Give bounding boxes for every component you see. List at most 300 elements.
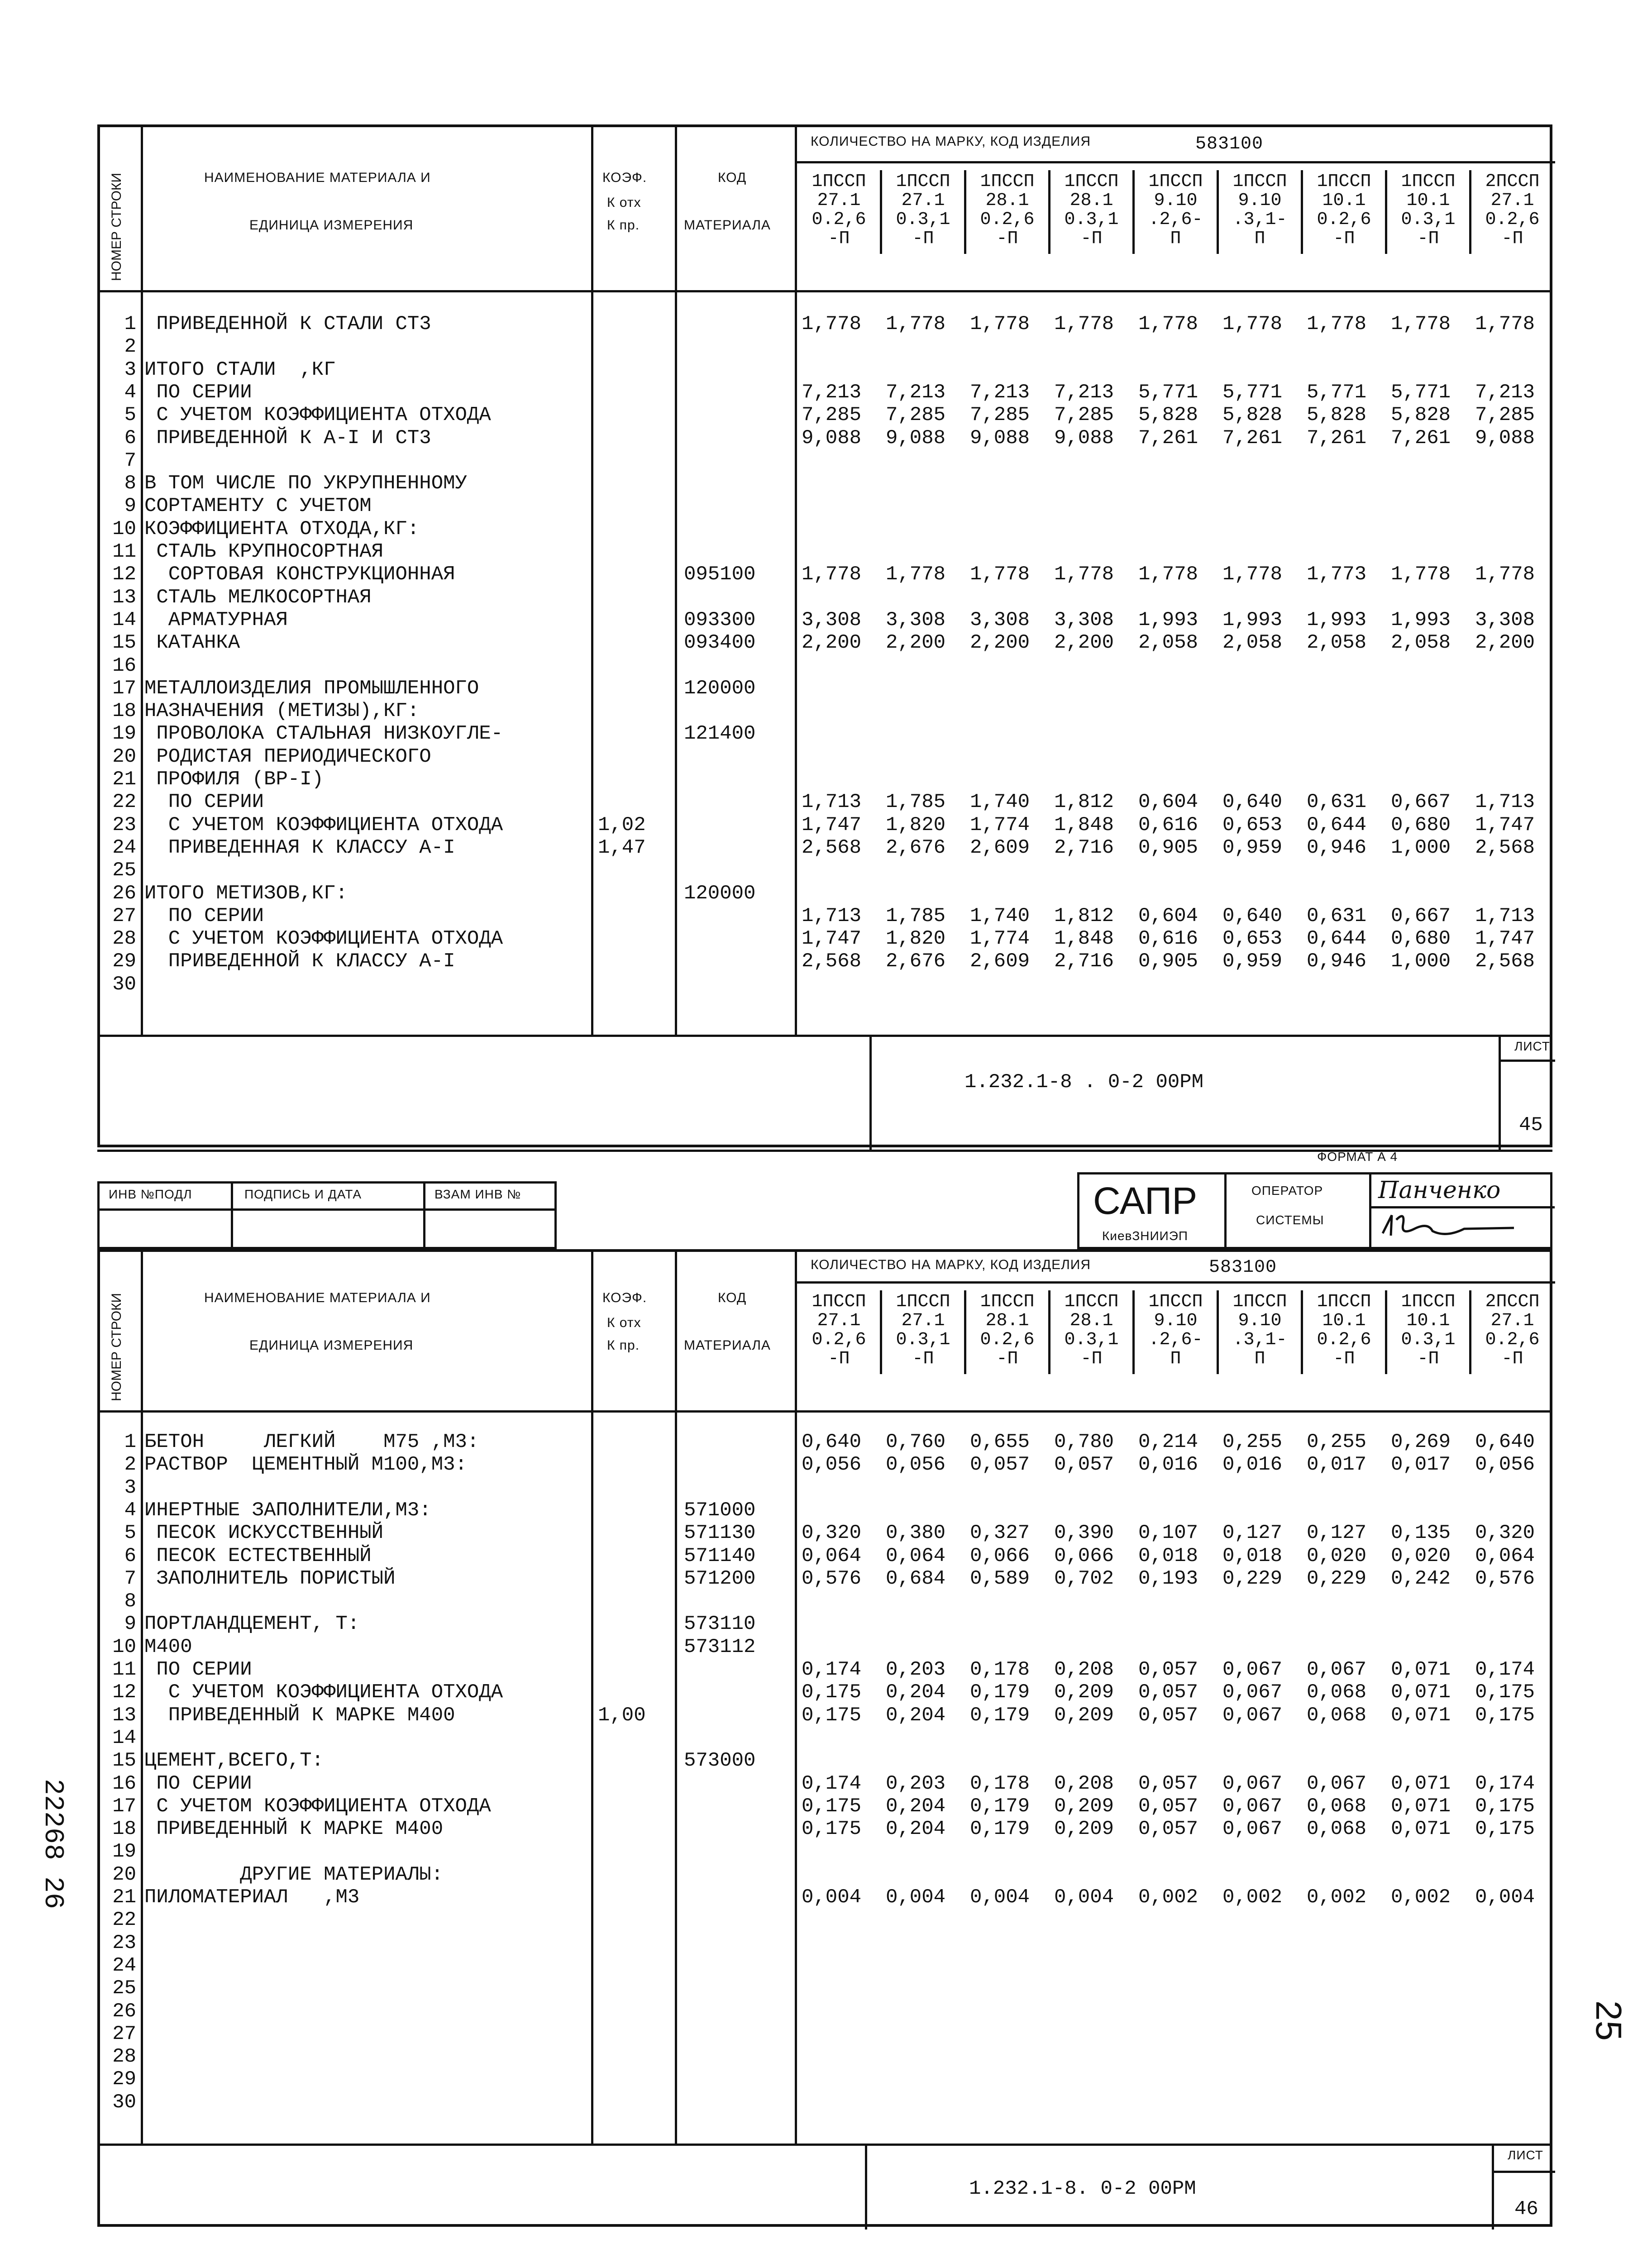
coef-header: КОЭФ.	[602, 170, 647, 185]
quantity-cell: 1,812	[1054, 791, 1114, 814]
name-header: НАИМЕНОВАНИЕ МАТЕРИАЛА И	[204, 1290, 431, 1305]
material-name: РОДИСТАЯ ПЕРИОДИЧЕСКОГО	[144, 745, 431, 768]
quantity-cell: 1,820	[886, 927, 946, 950]
quantity-cell: 1,713	[802, 791, 862, 814]
column-header-divider	[1048, 170, 1050, 254]
row-divider	[100, 1208, 554, 1211]
table-row	[100, 2091, 1550, 2114]
quantity-cell: 0,057	[1138, 1795, 1198, 1818]
quantity-cell: 1,778	[1054, 313, 1114, 335]
row-number: 30	[112, 2091, 136, 2114]
table-row	[100, 654, 1550, 677]
material-name: ПРИВЕДЕННОЙ К СТАЛИ СТ3	[144, 313, 431, 335]
column-header-line: 9.10	[1154, 191, 1198, 211]
table-row	[100, 1636, 1550, 1658]
inventory-block	[97, 1181, 557, 1249]
row-number: 29	[112, 950, 136, 973]
column-header-line: 0.2,6	[1317, 1330, 1371, 1350]
quantity-cell: 0,057	[1138, 1818, 1198, 1841]
row-divider	[1369, 1206, 1555, 1208]
product-column-header	[1473, 172, 1552, 248]
quantity-cell: 0,178	[970, 1772, 1030, 1795]
material-name: ИНЕРТНЫЕ ЗАПОЛНИТЕЛИ,М3:	[144, 1499, 431, 1522]
product-column-header	[1389, 172, 1468, 248]
quantity-cell: 7,213	[802, 381, 862, 404]
quantity-cell: 2,568	[802, 836, 862, 859]
column-header-line: 0.3,1	[896, 210, 950, 230]
column-header-line: 1ПССП	[1064, 1292, 1119, 1312]
quantity-cell: 0,066	[970, 1544, 1030, 1567]
column-header-line: 1ПССП	[896, 1292, 950, 1312]
quantity-cell: 1,740	[970, 904, 1030, 927]
table-row	[100, 1932, 1550, 1954]
row-number: 16	[112, 654, 136, 677]
material-name: ПО СЕРИИ	[144, 1772, 252, 1795]
material-code: 095100	[684, 563, 756, 586]
material-name: СТАЛЬ МЕЛКОСОРТНАЯ	[144, 586, 372, 609]
quantity-cell: 1,000	[1391, 836, 1451, 859]
quantity-cell: 0,680	[1391, 927, 1451, 950]
quantity-cell: 0,684	[886, 1567, 946, 1590]
quantity-cell: 1,747	[1475, 927, 1535, 950]
table-row	[100, 1818, 1550, 1840]
table-row	[100, 518, 1550, 540]
quantity-cell: 1,785	[886, 791, 946, 814]
stamp-divider	[100, 2144, 1550, 2146]
quantity-cell: 7,261	[1222, 426, 1283, 449]
table-row	[100, 563, 1550, 586]
system-label: СИСТЕМЫ	[1256, 1213, 1324, 1227]
quantity-cell: 0,179	[970, 1795, 1030, 1818]
quantity-cell: 0,107	[1138, 1522, 1198, 1545]
coef-header: КОЭФ.	[602, 1290, 647, 1305]
quantity-cell: 0,068	[1307, 1795, 1367, 1818]
quantity-cell: 2,200	[1054, 631, 1114, 654]
column-header-line: .2,6-	[1148, 1330, 1203, 1350]
quantity-cell: 0,064	[886, 1544, 946, 1567]
replace-inv-label: ВЗАМ ИНВ №	[434, 1187, 521, 1201]
column-header-line: П	[1170, 229, 1181, 249]
quantity-cell: 0,242	[1391, 1567, 1451, 1590]
column-header-line: -П	[1080, 229, 1103, 249]
material-code: 093300	[684, 608, 756, 631]
quantity-cell: 5,771	[1391, 381, 1451, 404]
row-number: 4	[124, 381, 136, 404]
material-code-header: МАТЕРИАЛА	[684, 218, 771, 233]
quantity-cell: 0,204	[886, 1818, 946, 1841]
table-row	[100, 1977, 1550, 2000]
column-header-line: -П	[912, 229, 934, 249]
quantity-cell: 0,175	[802, 1795, 862, 1818]
row-number: 5	[124, 404, 136, 427]
table-row	[100, 1522, 1550, 1544]
format-label: ФОРМАТ А 4	[1317, 1150, 1398, 1164]
product-column-header	[1304, 172, 1384, 248]
quantity-cell: 1,778	[1222, 563, 1283, 586]
row-number: 20	[112, 745, 136, 768]
quantity-cell: 5,828	[1307, 404, 1367, 427]
table-row	[100, 700, 1550, 722]
quantity-cell: 5,771	[1307, 381, 1367, 404]
quantity-cell: 0,589	[970, 1567, 1030, 1590]
quantity-cell: 0,959	[1222, 950, 1283, 973]
row-number-header: НОМЕР СТРОКИ	[109, 172, 124, 281]
quantity-cell: 0,067	[1222, 1795, 1283, 1818]
quantity-cell: 1,000	[1391, 950, 1451, 973]
coefficient: 1,47	[598, 836, 646, 859]
quantity-cell: 0,380	[886, 1522, 946, 1545]
column-header-line: 27.1	[817, 1311, 861, 1331]
material-name: ПО СЕРИИ	[144, 1658, 252, 1681]
code-header: КОД	[718, 1290, 747, 1305]
column-header-line: .3,1-	[1232, 210, 1287, 230]
quantity-cell: 0,229	[1307, 1567, 1367, 1590]
column-header-line: -П	[828, 1349, 850, 1369]
material-code: 120000	[684, 882, 756, 905]
table-row	[100, 1431, 1550, 1453]
quantity-cell: 1,993	[1222, 608, 1283, 631]
row-number: 9	[124, 1613, 136, 1636]
material-code: 571000	[684, 1499, 756, 1522]
organization: КиевЗНИИЭП	[1102, 1229, 1189, 1243]
quantity-cell: 0,067	[1307, 1658, 1367, 1681]
row-number: 20	[112, 1863, 136, 1886]
quantity-cell: 0,640	[1222, 791, 1283, 814]
sign-date-label: ПОДПИСЬ И ДАТА	[244, 1187, 362, 1201]
row-number: 12	[112, 563, 136, 586]
quantity-cell: 0,214	[1138, 1431, 1198, 1453]
column-header-line: 0.2,6	[980, 1330, 1035, 1350]
table-row	[100, 1704, 1550, 1727]
column-header-line: 1ПССП	[1317, 1292, 1371, 1312]
table-row	[100, 1795, 1550, 1818]
column-header-line: -П	[1080, 1349, 1103, 1369]
row-number: 27	[112, 2022, 136, 2045]
row-number: 28	[112, 927, 136, 950]
document-code: 1.232.1-8 . 0-2 00РМ	[964, 1071, 1204, 1093]
stamp-divider	[1492, 2144, 1494, 2230]
table-row	[100, 745, 1550, 768]
row-number: 11	[112, 540, 136, 563]
material-name: АРМАТУРНАЯ	[144, 608, 288, 631]
coef-kpr-header: К пр.	[607, 218, 640, 233]
column-header-line: 27.1	[1490, 1311, 1534, 1331]
quantity-cell: 9,088	[970, 426, 1030, 449]
quantity-cell: 1,993	[1307, 608, 1367, 631]
row-number: 13	[112, 586, 136, 609]
quantity-cell: 2,058	[1138, 631, 1198, 654]
quantity-cell: 1,848	[1054, 927, 1114, 950]
quantity-cell: 0,004	[802, 1886, 862, 1909]
inv-label: ИНВ №ПОДЛ	[109, 1187, 192, 1201]
handwritten-signature	[1378, 1211, 1523, 1242]
margin-archive-number: 22268 26	[37, 1779, 68, 1910]
product-column-header	[883, 172, 963, 248]
row-number: 23	[112, 1931, 136, 1954]
row-number: 18	[112, 1818, 136, 1841]
quantity-cell: 0,255	[1222, 1431, 1283, 1453]
column-header-divider	[1217, 170, 1219, 254]
product-column-header	[883, 1293, 963, 1369]
quantity-cell: 0,255	[1307, 1431, 1367, 1453]
column-header-line: 28.1	[1070, 191, 1113, 211]
column-header-line: 1ПССП	[980, 1292, 1035, 1312]
quantity-cell: 0,203	[886, 1658, 946, 1681]
quantity-cell: 1,747	[802, 813, 862, 836]
product-column-header	[1220, 1293, 1299, 1369]
quantity-cell: 0,174	[802, 1658, 862, 1681]
quantity-cell: 1,747	[1475, 813, 1535, 836]
row-number: 10	[112, 1635, 136, 1658]
quantity-cell: 0,057	[1054, 1453, 1114, 1476]
quantity-cell: 0,071	[1391, 1704, 1451, 1727]
column-header-line: 0.3,1	[1064, 210, 1119, 230]
quantity-cell: 0,071	[1391, 1818, 1451, 1841]
quantity-cell: 0,576	[802, 1567, 862, 1590]
column-header-divider	[1469, 1290, 1471, 1374]
quantity-cell: 0,057	[970, 1453, 1030, 1476]
material-code: 573000	[684, 1749, 756, 1772]
quantity-cell: 0,655	[970, 1431, 1030, 1453]
table-row	[100, 927, 1550, 950]
sheet-label: ЛИСТ	[1508, 2148, 1543, 2162]
material-name: С УЧЕТОМ КОЭФФИЦИЕНТА ОТХОДА	[144, 404, 491, 427]
table-row	[100, 2068, 1550, 2091]
column-header-divider	[1301, 170, 1303, 254]
operator-label: ОПЕРАТОР	[1251, 1184, 1323, 1198]
product-column-header	[1220, 172, 1299, 248]
bottom-rule	[97, 1150, 1552, 1152]
quantity-cell: 0,018	[1222, 1544, 1283, 1567]
quantity-cell: 2,568	[1475, 950, 1535, 973]
quantity-cell: 0,616	[1138, 927, 1198, 950]
quantity-cell: 0,071	[1391, 1681, 1451, 1704]
material-code: 573110	[684, 1613, 756, 1636]
quantity-cell: 0,193	[1138, 1567, 1198, 1590]
table-row	[100, 358, 1550, 381]
header-divider	[100, 290, 1550, 292]
column-header-line: -П	[1501, 1349, 1523, 1369]
quantity-cell: 0,067	[1222, 1681, 1283, 1704]
qty-header: КОЛИЧЕСТВО НА МАРКУ, КОД ИЗДЕЛИЯ	[811, 134, 1091, 149]
material-name: КОЭФФИЦИЕНТА ОТХОДА,КГ:	[144, 517, 420, 540]
quantity-cell: 1,778	[1307, 313, 1367, 335]
quantity-cell: 0,066	[1054, 1544, 1114, 1567]
quantity-cell: 9,088	[802, 426, 862, 449]
column-header-line: -П	[912, 1349, 934, 1369]
row-number: 7	[124, 1567, 136, 1590]
stamp-divider	[1499, 1060, 1555, 1062]
quantity-cell: 0,056	[886, 1453, 946, 1476]
material-name: ПО СЕРИИ	[144, 904, 264, 927]
row-number: 18	[112, 700, 136, 723]
material-name: ПЕСОК ЕСТЕСТВЕННЫЙ	[144, 1544, 372, 1567]
table-row	[100, 1886, 1550, 1909]
quantity-cell: 1,778	[1138, 563, 1198, 586]
table-row	[100, 1909, 1550, 1931]
table-row	[100, 2023, 1550, 2045]
qty-divider	[795, 1281, 1555, 1284]
coef-kpr-header: К пр.	[607, 1338, 640, 1353]
column-header-line: -П	[1501, 229, 1523, 249]
product-column-header	[1304, 1293, 1384, 1369]
row-number: 23	[112, 813, 136, 836]
quantity-cell: 1,778	[970, 313, 1030, 335]
column-header-divider	[1217, 1290, 1219, 1374]
column-header-line: 1ПССП	[980, 172, 1035, 192]
quantity-cell: 0,320	[1475, 1522, 1535, 1545]
quantity-cell: 0,057	[1138, 1658, 1198, 1681]
quantity-cell: 0,067	[1222, 1658, 1283, 1681]
quantity-cell: 0,631	[1307, 791, 1367, 814]
table-row	[100, 2000, 1550, 2023]
quantity-cell: 0,616	[1138, 813, 1198, 836]
column-header-line: 0.2,6	[1485, 210, 1540, 230]
row-number: 3	[124, 358, 136, 381]
column-header-line: 0.3,1	[1401, 1330, 1456, 1350]
quantity-cell: 2,200	[802, 631, 862, 654]
column-header-divider	[880, 170, 882, 254]
quantity-cell: 0,004	[970, 1886, 1030, 1909]
row-number: 17	[112, 1795, 136, 1818]
table-row	[100, 859, 1550, 882]
quantity-cell: 7,285	[886, 404, 946, 427]
sheet-number: 45	[1519, 1114, 1543, 1136]
table-row	[100, 1954, 1550, 1977]
row-number: 11	[112, 1658, 136, 1681]
table-row	[100, 1727, 1550, 1749]
row-number: 26	[112, 882, 136, 905]
column-header-line: 0.2,6	[1317, 210, 1371, 230]
column-header-divider	[1301, 1290, 1303, 1374]
quantity-cell: 7,213	[970, 381, 1030, 404]
row-number: 30	[112, 973, 136, 996]
material-name: ЗАПОЛНИТЕЛЬ ПОРИСТЫЙ	[144, 1567, 396, 1590]
material-name: С УЧЕТОМ КОЭФФИЦИЕНТА ОТХОДА	[144, 927, 503, 950]
quantity-cell: 1,785	[886, 904, 946, 927]
quantity-cell: 0,946	[1307, 950, 1367, 973]
column-header-line: 9.10	[1238, 1311, 1282, 1331]
column-header-divider	[1132, 1290, 1135, 1374]
column-header-line: 1ПССП	[1401, 1292, 1456, 1312]
quantity-cell: 0,068	[1307, 1704, 1367, 1727]
material-code: 093400	[684, 631, 756, 654]
table-row	[100, 631, 1550, 654]
sheet-number: 46	[1514, 2198, 1538, 2220]
sheet-45	[97, 124, 1552, 1147]
table-row	[100, 950, 1550, 973]
column-header-line: 9.10	[1154, 1311, 1198, 1331]
column-header-line: 28.1	[985, 1311, 1029, 1331]
material-name: В ТОМ ЧИСЛЕ ПО УКРУПНЕННОМУ	[144, 472, 467, 495]
quantity-cell: 1,773	[1307, 563, 1367, 586]
column-header-line: -П	[1333, 229, 1355, 249]
quantity-cell: 7,261	[1307, 426, 1367, 449]
table-row	[100, 973, 1550, 996]
quantity-cell: 0,204	[886, 1704, 946, 1727]
coef-kotx-header: К отх	[607, 1315, 641, 1330]
quantity-cell: 0,576	[1475, 1567, 1535, 1590]
row-number: 5	[124, 1522, 136, 1545]
quantity-cell: 0,390	[1054, 1522, 1114, 1545]
quantity-cell: 1,740	[970, 791, 1030, 814]
quantity-cell: 1,993	[1391, 608, 1451, 631]
table-row	[100, 335, 1550, 358]
column-header-line: П	[1170, 1349, 1181, 1369]
table-row	[100, 1590, 1550, 1613]
material-name: ПО СЕРИИ	[144, 791, 264, 814]
column-header-line: -П	[996, 1349, 1018, 1369]
quantity-cell: 0,056	[1475, 1453, 1535, 1476]
table-row	[100, 381, 1550, 404]
product-column-header	[1473, 1293, 1552, 1369]
coefficient: 1,02	[598, 813, 646, 836]
sheet-46	[97, 1249, 1552, 2227]
stamp-divider	[1492, 2171, 1555, 2173]
material-name: ПРИВЕДЕННЫЙ К МАРКЕ М400	[144, 1818, 444, 1841]
unit-header: ЕДИНИЦА ИЗМЕРЕНИЯ	[249, 1338, 414, 1353]
column-header-line: 0.3,1	[1401, 210, 1456, 230]
column-header-line: 0.2,6	[812, 1330, 866, 1350]
qty-header: КОЛИЧЕСТВО НА МАРКУ, КОД ИЗДЕЛИЯ	[811, 1257, 1091, 1272]
table-row	[100, 313, 1550, 335]
row-number: 22	[112, 1909, 136, 1932]
quantity-cell: 1,778	[1138, 313, 1198, 335]
column-header-divider	[1385, 1290, 1387, 1374]
material-name: ПРИВЕДЕННАЯ К КЛАССУ А-I	[144, 836, 455, 859]
column-header-line: 0.2,6	[812, 210, 866, 230]
column-header-line: 1ПССП	[1317, 172, 1371, 192]
quantity-cell: 0,203	[886, 1772, 946, 1795]
quantity-cell: 1,778	[886, 563, 946, 586]
material-name: БЕТОН ЛЕГКИЙ М75 ,М3:	[144, 1431, 479, 1453]
quantity-cell: 0,057	[1138, 1772, 1198, 1795]
column-header-line: 1ПССП	[812, 172, 866, 192]
quantity-cell: 0,004	[886, 1886, 946, 1909]
quantity-cell: 1,778	[1475, 563, 1535, 586]
quantity-cell: 2,609	[970, 950, 1030, 973]
row-number: 29	[112, 2068, 136, 2091]
quantity-cell: 0,002	[1222, 1886, 1283, 1909]
row-number: 8	[124, 472, 136, 495]
table-row	[100, 1658, 1550, 1681]
quantity-cell: 0,004	[1054, 1886, 1114, 1909]
product-column-header	[1052, 1293, 1131, 1369]
quantity-cell: 9,088	[1054, 426, 1114, 449]
column-header-line: 1ПССП	[1401, 172, 1456, 192]
quantity-cell: 3,308	[1475, 608, 1535, 631]
quantity-cell: 0,229	[1222, 1567, 1283, 1590]
column-header-divider	[1132, 170, 1135, 254]
column-header-line: 28.1	[1070, 1311, 1113, 1331]
quantity-cell: 1,774	[970, 813, 1030, 836]
quantity-cell: 0,175	[802, 1704, 862, 1727]
row-number: 28	[112, 2045, 136, 2068]
quantity-cell: 5,771	[1138, 381, 1198, 404]
column-header-divider	[964, 1290, 966, 1374]
quantity-cell: 2,058	[1391, 631, 1451, 654]
table-row	[100, 677, 1550, 700]
row-number: 25	[112, 859, 136, 882]
quantity-cell: 0,064	[1475, 1544, 1535, 1567]
qty-divider	[795, 161, 1555, 163]
quantity-cell: 0,071	[1391, 1795, 1451, 1818]
column-header-line: 0.2,6	[1485, 1330, 1540, 1350]
col-divider	[231, 1184, 233, 1247]
row-number: 2	[124, 1453, 136, 1476]
product-column-header	[968, 172, 1047, 248]
quantity-cell: 7,285	[802, 404, 862, 427]
